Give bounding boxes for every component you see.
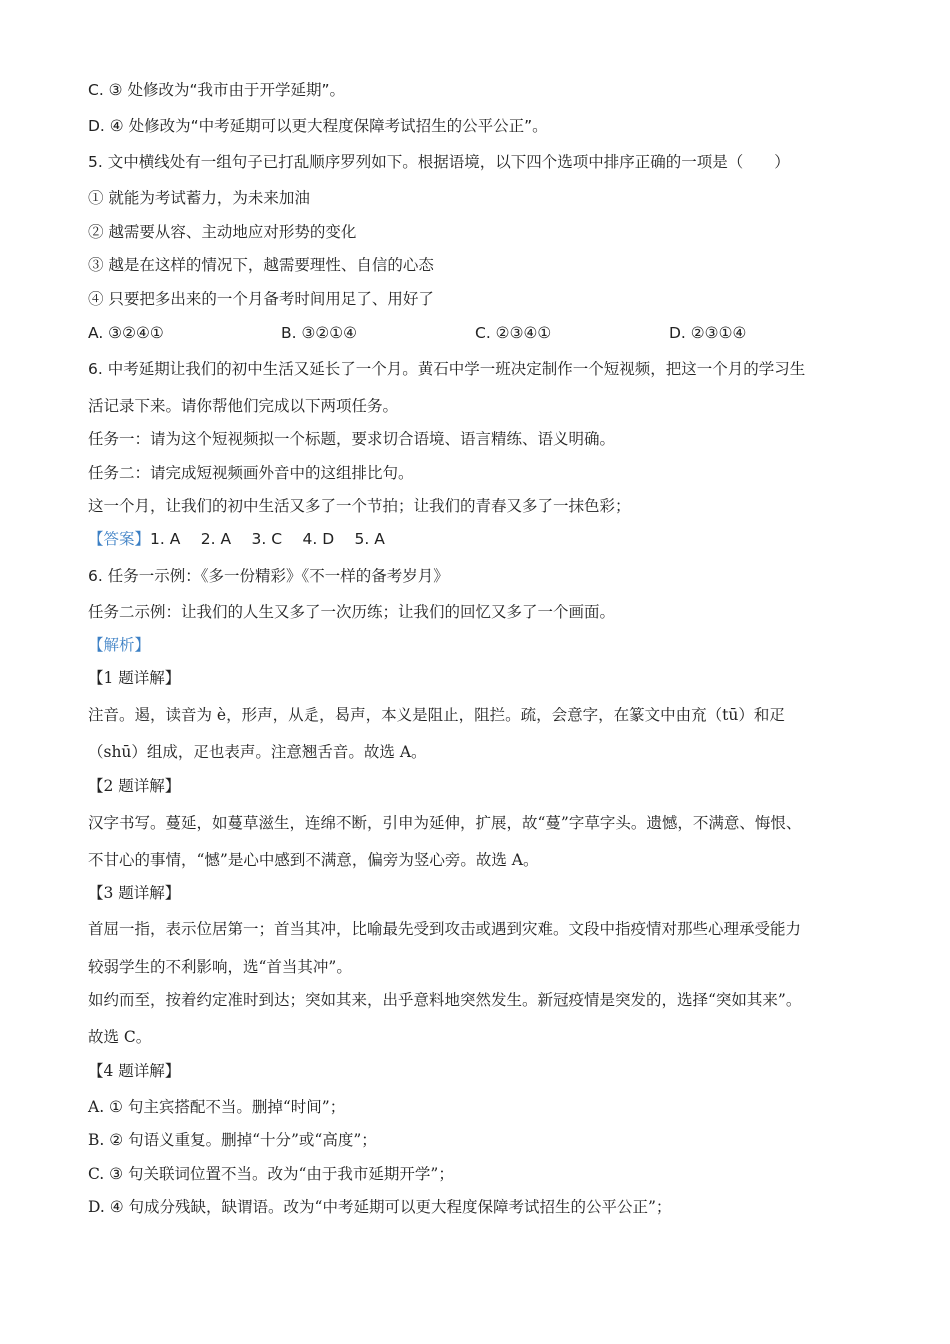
answer-label: 【答案】 xyxy=(88,530,151,548)
q3-detail-line-4: 故选 C。 xyxy=(88,1028,152,1046)
q5-sentence-2: ② 越需要从容、主动地应对形势的变化 xyxy=(88,223,357,241)
q5-option-a: A. ③②④① xyxy=(88,324,164,342)
q4-heading: 【4 题详解】 xyxy=(88,1062,181,1080)
analysis-label: 【解析】 xyxy=(88,636,151,654)
q3-heading: 【3 题详解】 xyxy=(88,884,181,902)
q5-option-b: B. ③②①④ xyxy=(281,324,358,342)
q5-stem: 5. 文中横线处有一组句子已打乱顺序罗列如下。根据语境，以下四个选项中排序正确的一项是（ ） xyxy=(88,153,790,171)
q2-heading: 【2 题详解】 xyxy=(88,777,181,795)
q5-sentence-3: ③ 越是在这样的情况下，越需要理性、自信的心态 xyxy=(88,256,434,274)
q6-task-2-example: 任务二示例：让我们的人生又多了一次历练；让我们的回忆又多了一个画面。 xyxy=(88,603,616,621)
q4-detail-c: C. ③ 句关联词位置不当。改为“由于我市延期开学”； xyxy=(88,1165,454,1183)
q6-task-1-example: 6. 任务一示例：《多一份精彩》《不一样的备考岁月》 xyxy=(88,567,449,585)
q3-detail-line-3: 如约而至，按着约定准时到达；突如其来，出乎意料地突然发生。新冠疫情是突发的，选择“突如其来”。 xyxy=(88,991,802,1009)
q2-detail-line-1: 汉字书写。蔓延，如蔓草滋生，连绵不断，引申为延伸，扩展，故“蔓”字草字头。遗憾，不满意、悔恨、 xyxy=(88,814,802,832)
q4-detail-a: A. ① 句主宾搭配不当。删掉“时间”； xyxy=(88,1098,346,1116)
q1-heading: 【1 题详解】 xyxy=(88,669,181,687)
q2-detail-line-2: 不甘心的事情，“憾”是心中感到不满意，偏旁为竖心旁。故选 A。 xyxy=(88,851,539,869)
q4-detail-b: B. ② 句语义重复。删掉“十分”或“高度”； xyxy=(88,1131,377,1149)
q6-stem-line-1: 6. 中考延期让我们的初中生活又延长了一个月。黄石中学一班决定制作一个短视频，把这一个月的学习生 xyxy=(88,360,806,378)
q6-task-2: 任务二：请完成短视频画外音中的这组排比句。 xyxy=(88,464,414,482)
q6-task-1: 任务一：请为这个短视频拟一个标题，要求切合语境、语言精练、语义明确。 xyxy=(88,430,616,448)
q6-stem-line-2: 活记录下来。请你帮他们完成以下两项任务。 xyxy=(88,397,399,415)
q4-option-d: D. ④ 处修改为“中考延期可以更大程度保障考试招生的公平公正”。 xyxy=(88,117,548,135)
q4-detail-d: D. ④ 句成分残缺，缺谓语。改为“中考延期可以更大程度保障考试招生的公平公正”； xyxy=(88,1198,672,1216)
q4-option-c: C. ③ 处修改为“我市由于开学延期”。 xyxy=(88,81,346,99)
q1-detail-line-1: 注音。遏，读音为 è，形声，从辵，曷声，本义是阻止，阻拦。疏，会意字，在篆文中由㐬（tū）和疋 xyxy=(88,706,785,724)
q1-detail-line-2: （shū）组成，疋也表声。注意翘舌音。故选 A。 xyxy=(88,743,427,761)
q5-option-c: C. ②③④① xyxy=(475,324,552,342)
q3-detail-line-1: 首屈一指，表示位居第一；首当其冲，比喻最先受到攻击或遇到灾难。文段中指疫情对那些心理承受能力 xyxy=(88,920,802,938)
answer-line xyxy=(88,529,385,549)
q5-sentence-1: ① 就能为考试蓄力，为未来加油 xyxy=(88,189,310,207)
q5-sentence-4: ④ 只要把多出来的一个月备考时间用足了、用好了 xyxy=(88,290,434,308)
q3-detail-line-2: 较弱学生的不利影响，选“首当其冲”。 xyxy=(88,958,352,976)
q5-option-d: D. ②③①④ xyxy=(669,324,747,342)
q6-parallel-sentence: 这一个月，让我们的初中生活又多了一个节拍；让我们的青春又多了一抹色彩； xyxy=(88,497,631,515)
answer-text: 1. A 2. A 3. C 4. D 5. A xyxy=(150,530,385,548)
